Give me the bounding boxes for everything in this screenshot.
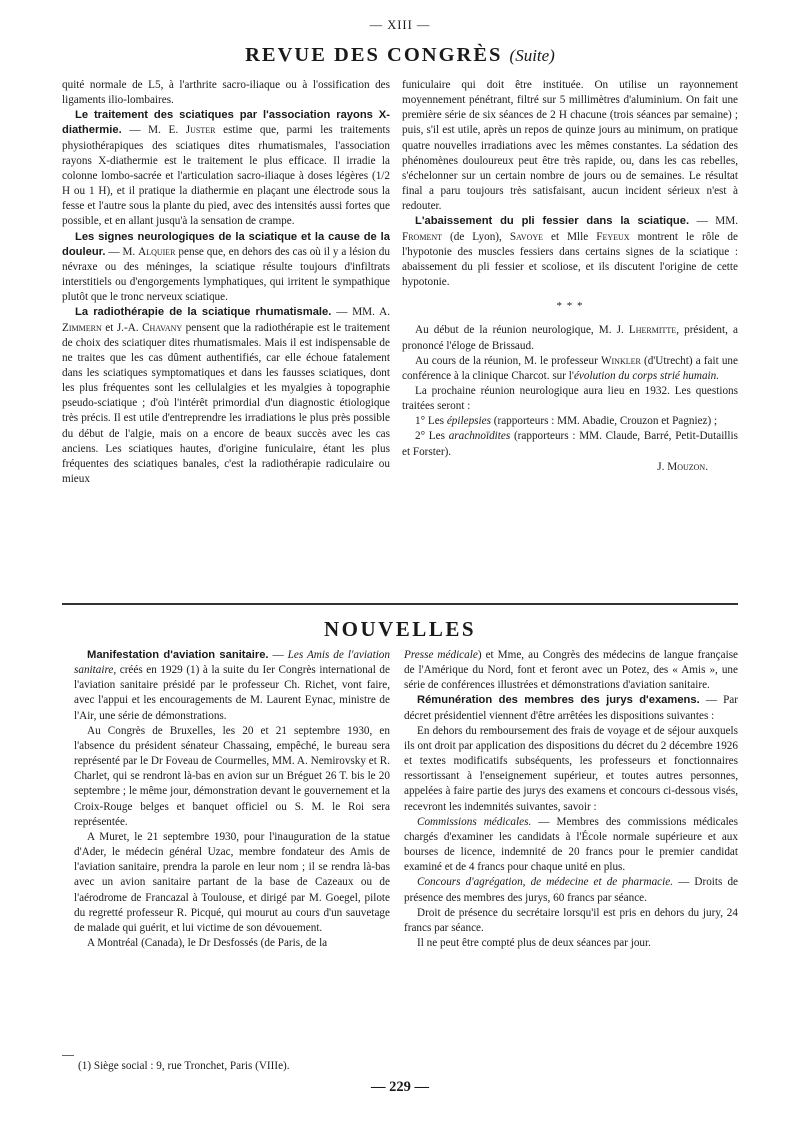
column-4 xyxy=(404,648,738,951)
section-separator-asterism: * * * xyxy=(556,300,584,313)
text-run: — M. E. xyxy=(121,124,186,137)
text-run: 2° Les xyxy=(415,430,449,443)
text-run: — MM. A. xyxy=(331,306,390,319)
text-run: 1° Les xyxy=(415,415,447,428)
signature: J. Mouzon. xyxy=(657,460,708,473)
article-heading: Manifestation d'aviation sanitaire. xyxy=(87,649,269,661)
text-run: montrent le rôle de l'hypotonie des muscles fessiers dans certains signes de la sciatique : abaissement du pli fessier et scoliose, et ils discutent l'origine de cette hypotonie. xyxy=(402,230,738,289)
text-run: (d'Utrecht) a fait une conférence à la clinique Charcot. sur l' xyxy=(402,354,738,382)
article-remuneration-jurys xyxy=(404,693,738,723)
column-1 xyxy=(62,78,390,487)
paragraph xyxy=(402,323,738,353)
paragraph xyxy=(404,815,738,876)
text-run: — Par décret présidentiel viennent d'être arrêtées les dispositions suivantes : xyxy=(404,694,739,722)
text-run: créés en 1929 (1) à la suite du Ier Congrès international de l'aviation sanitaire présidé par le professeur Ch. Richet, vont faire, avec l'appui et les encouragements de M. Laurent Eynac, ministre de l'Air, une série de démonstrations. xyxy=(74,664,390,722)
list-item xyxy=(402,414,738,429)
horizontal-rule xyxy=(62,603,738,605)
article-pli-fessier xyxy=(402,214,738,290)
text-run: Au début de la réunion neurologique, M. J. xyxy=(415,324,629,337)
organisation-name: Les Amis de l'aviation sanitaire, xyxy=(74,649,390,677)
nouvelles-title: NOUVELLES xyxy=(323,617,477,641)
paragraph: A Montréal (Canada), le Dr Desfossés (de Paris, de la xyxy=(87,936,328,949)
section-title-text: REVUE DES CONGRÈS xyxy=(245,44,503,66)
author-name: Juster xyxy=(185,124,216,137)
text-run: — Membres des commissions médicales chargés d'examiner les candidats à l'École normale supérieure et aux bourses de licence, indemnité de 20 francs pour le premier candidat examiné et de 4 francs pour chaque unité en plus. xyxy=(404,815,738,874)
lecture-title: évolution du corps strié humain. xyxy=(573,369,720,382)
column-3 xyxy=(74,648,390,951)
paragraph: Au Congrès de Bruxelles, les 20 et 21 septembre 1930, en l'absence du président sénateur Chassaing, empêché, le bureau sera représenté par le Dr Foveau de Courmelles, MM. A. Nemirovsky et R. Charlet, qui se rendront là-bas en avion sur un Bréguet 26 T. bis le 20 septembre ; le même jour, démonstration devant le gouvernement et la Croix-Rouge belges et banquet officiel ou S. M. le Roi sera représentée. xyxy=(74,724,390,828)
text-run: ) et Mme, au Congrès des médecins de langue française de l'Amérique du Nord, font et feront avec un Potez, des « Amis », une série de conférences illustrées et démonstrations d'aviation sanitaire. xyxy=(404,649,739,692)
roman-page-number: — XIII — xyxy=(369,18,431,32)
text-run: Au cours de la réunion, M. le professeur xyxy=(415,354,601,367)
text-run: — M. xyxy=(105,245,139,258)
section-title xyxy=(62,44,738,67)
footnote: (1) Siège social : 9, rue Tronchet, Paris (VIIIe). xyxy=(78,1060,290,1072)
author-name: Chavany xyxy=(142,321,183,334)
paragraph: funiculaire qui doit être instituée. On utilise un rayonnement moyennement pénétrant, filtré sur 5 millimètres d'aluminium. On fait une première série de six séances de 2 H chacune (trois séances par semaine) ; puis, s'il est utile, après un repos de quinze jours au minimum, on pratique quatre nouvelles irradiations avec les mêmes constantes. La sédation des phénomènes douloureux peut être très rapide, ou, dans les cas rebelles, s'échelonner sur un certain nombre de jours ou de semaines. Le résultat final a paru toujours très satisfaisant, aucun incident sérieux n'est à redouter. xyxy=(402,79,738,213)
column-2 xyxy=(402,78,738,475)
paragraph xyxy=(404,648,738,693)
paragraph: En dehors du remboursement des frais de voyage et de séjour auxquels ils ont droit par application des dispositions du décret du 2 décembre 1926 et textes modificatifs subséquents, les professeurs et fonctionnaires ressortissant à l'enseignement supérieur, et toutes autres personnes, appelées à faire partie des jurys des examens et concours ci-dessous visés, recevront les indemnités suivantes, savoir : xyxy=(404,724,738,813)
article-heading: Le traitement des sciatiques par l'association rayons X-diathermie. xyxy=(62,109,390,137)
list-item xyxy=(402,429,738,459)
text-run: — MM. xyxy=(689,215,738,228)
topic: arachnoïdites xyxy=(448,430,511,443)
footnote-rule xyxy=(62,1055,74,1056)
article-aviation-sanitaire xyxy=(74,648,390,724)
text-run: pensent que la radiothérapie est le traitement de choix des sciatiquer dites rhumatismales. Mais il est indispensable de ne traites que les cas dûment authentifiés, car elle échoue fatalement dans les sciatiques symptomatiques et dans les fausses sciatiques, dont les plus fréquentes sont les cellulalgies et les myalgies à topographie pseudo-sciatique ; d'où l'intérêt primordial d'un diagnostic étiologique très précis. Il est utile d'entreprendre les irradiations le plus près possible du début de l'algie, mais on a encore de beaux succès avec les cas anciens. Les sciatiques hautes, d'origine funiculaire, étant les plus fréquentes des sciatiques banales, c'est la radiothérapie radiculaire ou mieux xyxy=(62,321,390,486)
text-run: — xyxy=(268,649,288,661)
person-name: Lhermitte xyxy=(628,324,677,337)
text-run: , président, a prononcé l'éloge de Brissaud. xyxy=(402,324,738,352)
subheading: Concours d'agrégation, de médecine et de pharmacie. xyxy=(417,876,674,889)
text-run: (rapporteurs : MM. Claude, Barré, Petit-Dutaillis et Forster). xyxy=(402,430,738,458)
paragraph: Il ne peut être compté plus de deux séances par jour. xyxy=(417,936,651,949)
journal-name: Presse médicale xyxy=(404,649,478,661)
paragraph xyxy=(404,875,738,905)
text-run: et Mlle xyxy=(543,230,597,243)
paragraph xyxy=(402,354,738,384)
paragraph: La prochaine réunion neurologique aura lieu en 1932. Les questions traitées seront : xyxy=(402,384,738,413)
text-run: pense que, en dehors des cas où il y a lésion du névraxe ou des méninges, la sciatique résulte toujours d'infiltrats interstitiels ou d'engorgements lymphatiques, qui irritent le sympathique plutôt que le tronc nerveux sciatique. xyxy=(62,245,390,304)
author-name: Alquier xyxy=(138,245,176,258)
text-run: — Droits de présence des membres des jurys, 60 francs par séance. xyxy=(404,876,739,904)
article-signes-neurologiques xyxy=(62,230,390,306)
subheading: Commissions médicales. xyxy=(417,815,532,828)
article-heading: La radiothérapie de la sciatique rhumatismale. xyxy=(75,306,332,319)
person-name: Winkler xyxy=(600,354,641,367)
journal-page xyxy=(62,0,738,1146)
author-name: Savoye xyxy=(509,230,544,243)
paragraph: A Muret, le 21 septembre 1930, pour l'inauguration de la statue d'Ader, le médecin général Uzac, membre fondateur des Amis de l'aviation sanitaire, prendra la parole en leur nom ; il se rendra là-bas avec un avion sanitaire partant de la base de Cazeaux ou de l'aérodrome de Francazal à Toulouse, et dirigé par M. Goegel, pilote du regretté professeur R. Picqué, qui mourut au cours d'un sauvetage de malade qui guérit, et lui victime de son dévouement. xyxy=(74,830,390,934)
paragraph: quité normale de L5, à l'arthrite sacro-iliaque ou à l'ossification des ligaments ilio-lombaires. xyxy=(62,79,390,107)
article-heading: L'abaissement du pli fessier dans la sciatique. xyxy=(415,215,690,228)
article-heading: Rémunération des membres des jurys d'examens. xyxy=(417,694,700,707)
author-name: Feyeux xyxy=(596,230,630,243)
paragraph: Droit de présence du secrétaire lorsqu'il est pris en dehors du jury, 24 francs par séance. xyxy=(404,906,738,934)
article-radiotherapie xyxy=(62,305,390,487)
text-run: (de Lyon), xyxy=(442,230,510,243)
page-number: — 229 — xyxy=(371,1079,429,1095)
text-run: estime que, parmi les traitements physiothérapiques des sciatiques dites rhumatismales, l'association rayons X-diathermie est le traitement le plus efficace. Il irradie la colonne lombo-sacrée et l'articulation sacro-iliaque à doses légères (1/2 H ou 1 H), et il pratique la diathermie en plaçant une électrode sous la fesse et l'autre sous la plante du pied, avec des intensités aussi fortes que possible, et en allant jusqu'à la sensation de crampe. xyxy=(62,124,390,228)
text-run: et J.-A. xyxy=(101,321,143,334)
article-sciatiques-rayons-x xyxy=(62,108,390,229)
article-heading: Les signes neurologiques de la sciatique et la cause de la douleur. xyxy=(62,230,390,258)
topic: épilepsies xyxy=(446,415,491,428)
text-run: (rapporteurs : MM. Abadie, Crouzon et Pagniez) ; xyxy=(490,415,718,428)
section-title-suite: (Suite) xyxy=(509,46,555,65)
author-name: Froment xyxy=(402,230,442,243)
author-name: Zimmern xyxy=(62,321,102,334)
